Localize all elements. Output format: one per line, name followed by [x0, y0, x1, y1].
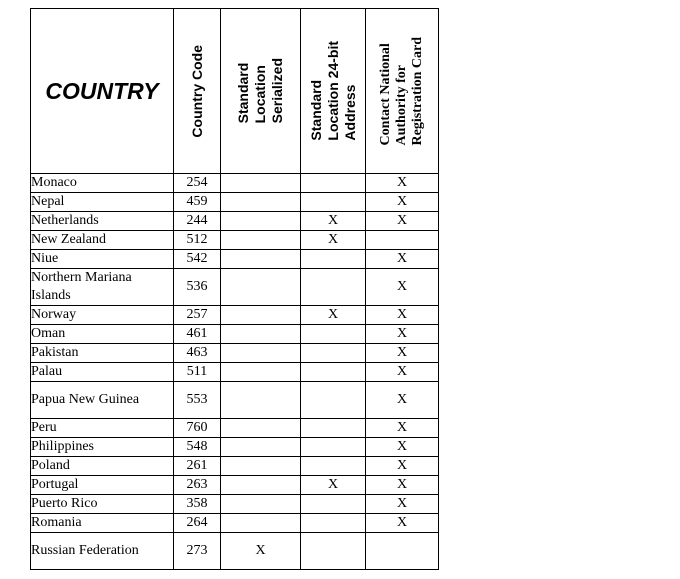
contact-authority-cell: X [366, 438, 439, 457]
country-name-cell: Nepal [31, 193, 174, 212]
contact-authority-cell: X [366, 212, 439, 231]
country-code-cell: 461 [174, 325, 221, 344]
country-code-column-header [174, 9, 221, 174]
address-24bit-cell: X [301, 231, 366, 250]
serialized-cell [221, 193, 301, 212]
country-name-cell: Puerto Rico [31, 495, 174, 514]
country-code-cell: 459 [174, 193, 221, 212]
country-code-cell: 273 [174, 533, 221, 570]
address-24bit-cell [301, 344, 366, 363]
table-row [31, 457, 439, 476]
address-24bit-cell [301, 193, 366, 212]
country-code-cell: 542 [174, 250, 221, 269]
table-row [31, 231, 439, 250]
contact-authority-cell: X [366, 495, 439, 514]
header-row [31, 9, 439, 174]
contact-authority-cell: X [366, 306, 439, 325]
country-name-cell: Portugal [31, 476, 174, 495]
serialized-cell [221, 514, 301, 533]
address-24bit-cell: X [301, 476, 366, 495]
country-code-cell: 760 [174, 419, 221, 438]
country-code-header-text: Country Code [188, 44, 205, 138]
country-name-cell: Philippines [31, 438, 174, 457]
country-column-header: COUNTRY [31, 9, 174, 174]
country-code-cell: 244 [174, 212, 221, 231]
contact-authority-cell: X [366, 363, 439, 382]
table-row [31, 306, 439, 325]
country-name-cell: Norway [31, 306, 174, 325]
address-24bit-cell: X [301, 306, 366, 325]
country-name-cell: Pakistan [31, 344, 174, 363]
country-code-cell: 536 [174, 269, 221, 306]
serialized-cell [221, 212, 301, 231]
table-row [31, 269, 439, 306]
serialized-cell [221, 495, 301, 514]
table-row [31, 193, 439, 212]
contact-authority-cell: X [366, 476, 439, 495]
address-24bit-cell [301, 514, 366, 533]
contact-authority-cell [366, 231, 439, 250]
contact-authority-cell: X [366, 457, 439, 476]
address-24bit-cell [301, 419, 366, 438]
serialized-cell [221, 438, 301, 457]
address-24bit-cell [301, 250, 366, 269]
address-24bit-header-text: Standard Location 24-bit Address [307, 41, 358, 141]
serialized-cell [221, 250, 301, 269]
table-row [31, 419, 439, 438]
contact-authority-cell: X [366, 250, 439, 269]
address-24bit-cell [301, 533, 366, 570]
address-24bit-cell [301, 457, 366, 476]
address-24bit-cell [301, 269, 366, 306]
serialized-cell [221, 306, 301, 325]
serialized-cell [221, 231, 301, 250]
address-24bit-cell [301, 382, 366, 419]
country-code-cell: 257 [174, 306, 221, 325]
contact-authority-cell [366, 533, 439, 570]
table-row [31, 325, 439, 344]
country-name-cell: New Zealand [31, 231, 174, 250]
serialized-cell [221, 325, 301, 344]
address-24bit-cell: X [301, 212, 366, 231]
serialized-cell [221, 174, 301, 193]
country-name-cell: Peru [31, 419, 174, 438]
contact-authority-header-text: Contact National Authority for Registration Card [378, 36, 425, 146]
table-row [31, 495, 439, 514]
contact-authority-cell: X [366, 174, 439, 193]
country-code-cell: 548 [174, 438, 221, 457]
country-name-cell: Niue [31, 250, 174, 269]
country-code-cell: 263 [174, 476, 221, 495]
country-name-cell: Northern Mariana Islands [31, 269, 174, 306]
country-code-cell: 261 [174, 457, 221, 476]
contact-authority-cell: X [366, 344, 439, 363]
contact-authority-cell: X [366, 382, 439, 419]
serialized-header-text: Standard Location Serialized [235, 58, 285, 124]
table-row [31, 250, 439, 269]
table-row [31, 344, 439, 363]
serialized-cell [221, 382, 301, 419]
country-code-cell: 511 [174, 363, 221, 382]
serialized-cell [221, 457, 301, 476]
contact-authority-cell: X [366, 193, 439, 212]
country-code-cell: 463 [174, 344, 221, 363]
serialized-cell [221, 476, 301, 495]
contact-authority-column-header [366, 9, 439, 174]
address-24bit-cell [301, 495, 366, 514]
country-name-cell: Papua New Guinea [31, 382, 174, 419]
table-row [31, 533, 439, 570]
table-row [31, 438, 439, 457]
serialized-column-header [221, 9, 301, 174]
serialized-cell [221, 419, 301, 438]
address-24bit-column-header [301, 9, 366, 174]
country-code-cell: 264 [174, 514, 221, 533]
contact-authority-cell: X [366, 269, 439, 306]
serialized-cell [221, 344, 301, 363]
serialized-cell [221, 269, 301, 306]
table-row [31, 476, 439, 495]
country-code-cell: 512 [174, 231, 221, 250]
serialized-cell [221, 363, 301, 382]
table-row [31, 382, 439, 419]
contact-authority-cell: X [366, 419, 439, 438]
contact-authority-cell: X [366, 514, 439, 533]
table-row [31, 363, 439, 382]
table-row [31, 212, 439, 231]
address-24bit-cell [301, 174, 366, 193]
country-name-cell: Oman [31, 325, 174, 344]
address-24bit-cell [301, 325, 366, 344]
serialized-cell: X [221, 533, 301, 570]
country-code-table [30, 8, 439, 570]
table-row [31, 514, 439, 533]
country-name-cell: Russian Federation [31, 533, 174, 570]
contact-authority-cell: X [366, 325, 439, 344]
country-name-cell: Netherlands [31, 212, 174, 231]
address-24bit-cell [301, 438, 366, 457]
country-code-cell: 553 [174, 382, 221, 419]
address-24bit-cell [301, 363, 366, 382]
country-code-cell: 254 [174, 174, 221, 193]
country-name-cell: Romania [31, 514, 174, 533]
country-name-cell: Poland [31, 457, 174, 476]
country-name-cell: Palau [31, 363, 174, 382]
country-code-cell: 358 [174, 495, 221, 514]
table-row [31, 174, 439, 193]
country-name-cell: Monaco [31, 174, 174, 193]
